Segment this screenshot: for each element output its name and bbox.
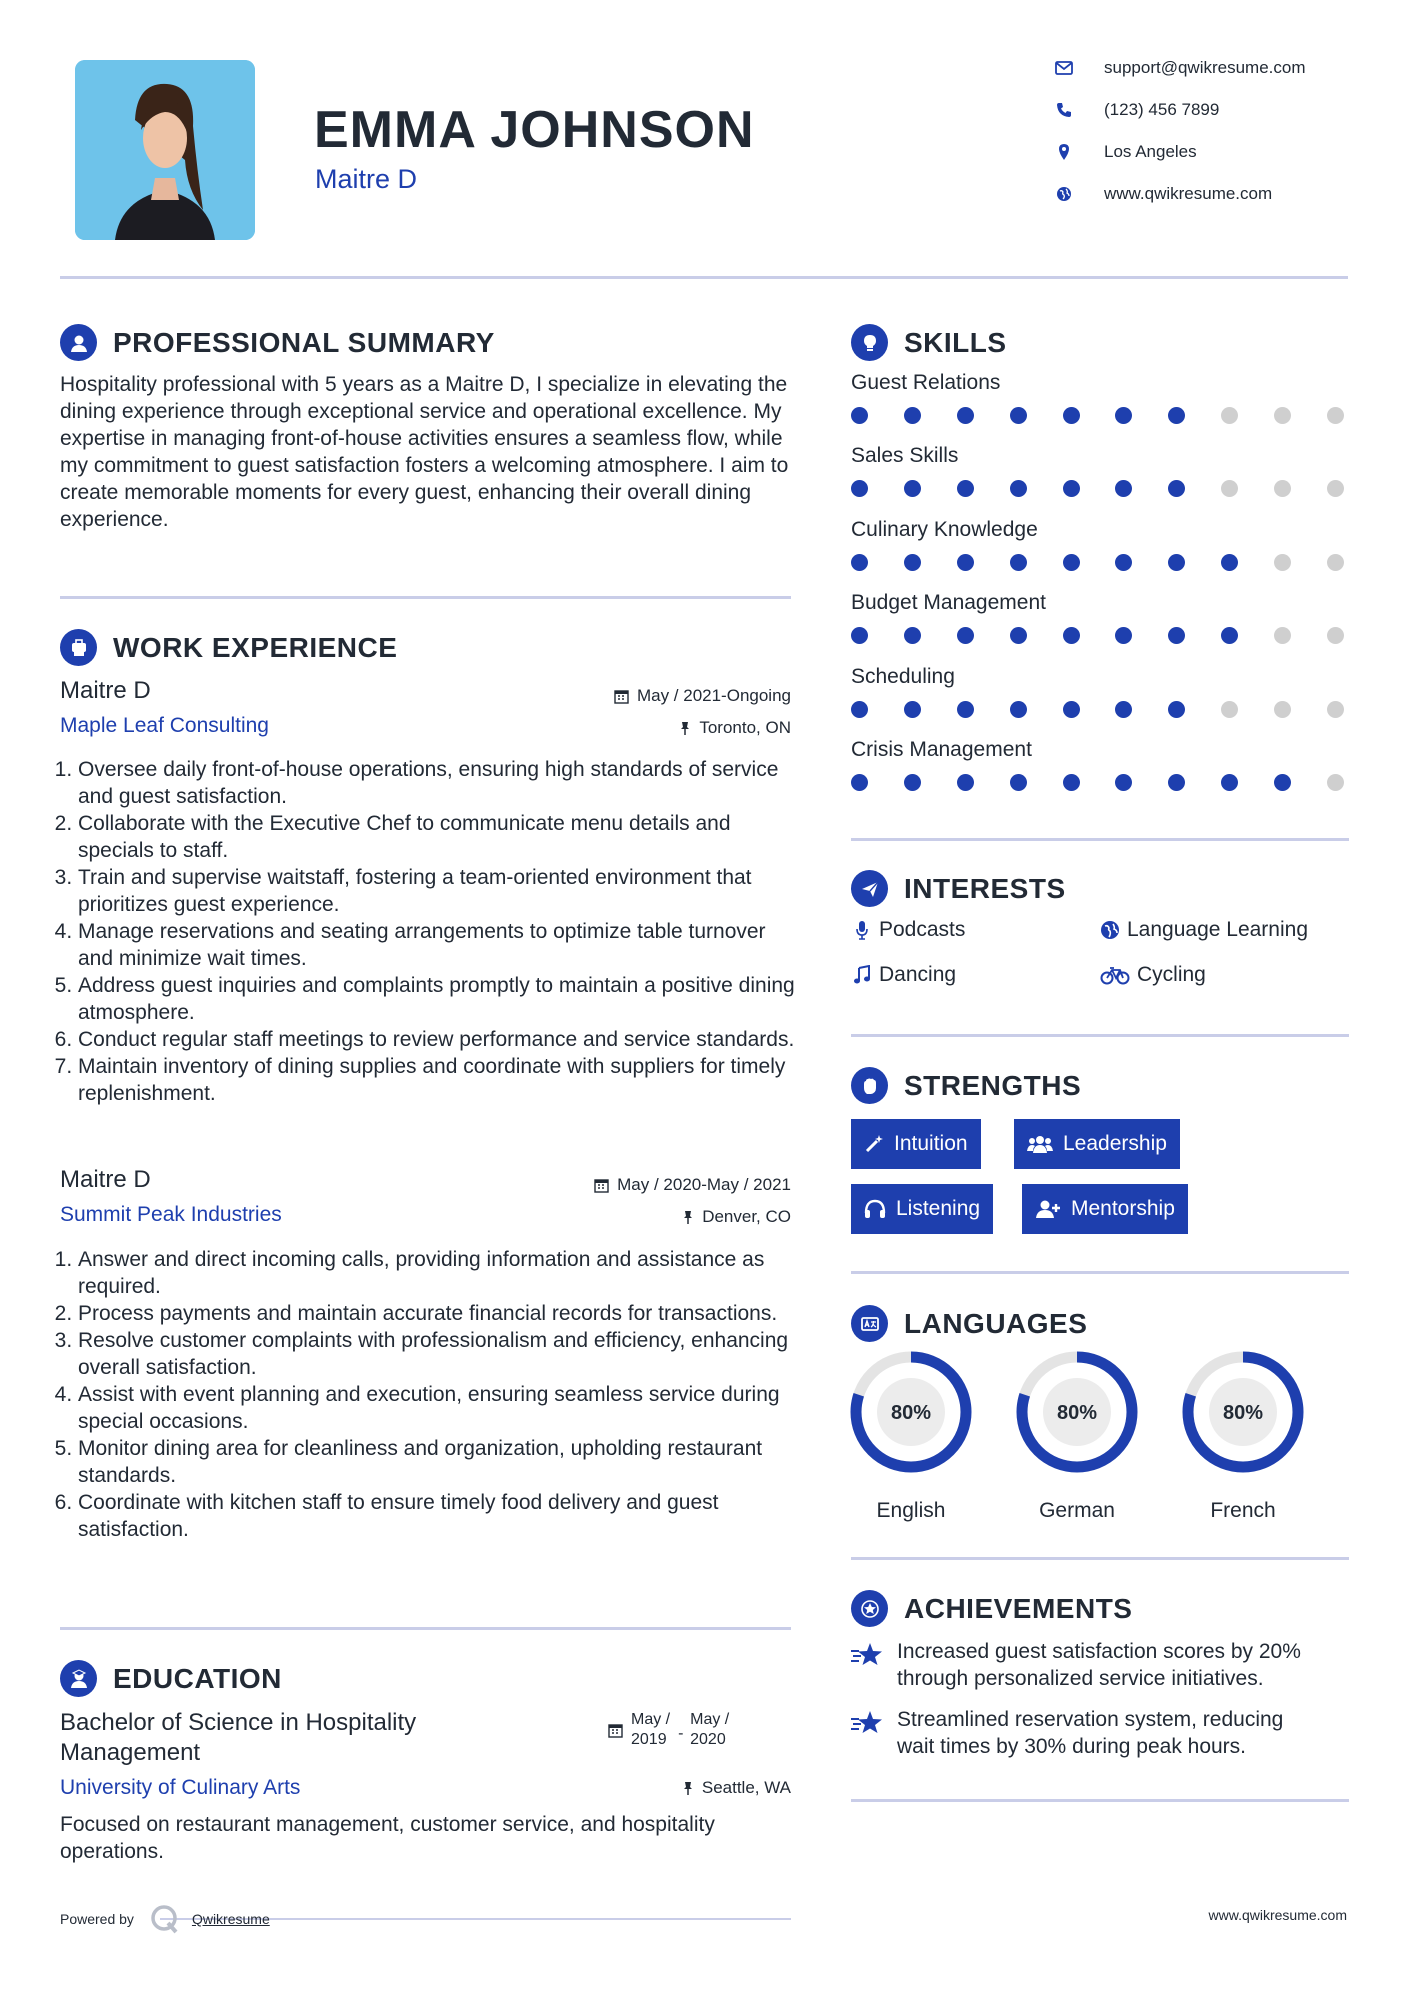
skill-dot-filled xyxy=(1115,627,1132,644)
skill-dot-filled xyxy=(1010,627,1027,644)
education-degree-line: Bachelor of Science in Hospitality xyxy=(60,1709,417,1736)
skill-dot-empty xyxy=(1221,407,1238,424)
language-percent: 80% xyxy=(1222,1402,1264,1424)
contact-phone[interactable] xyxy=(1050,100,1219,120)
skill-dot-filled xyxy=(1010,774,1027,791)
education-school: University of Culinary Arts xyxy=(60,1776,301,1799)
profile-photo xyxy=(75,60,255,240)
skill-dot-filled xyxy=(957,701,974,718)
calendar-icon xyxy=(614,689,629,704)
job-1-location xyxy=(679,718,791,738)
lightbulb-icon xyxy=(851,324,888,361)
interest-language-learning xyxy=(1099,918,1308,942)
pushpin-icon xyxy=(682,1210,694,1225)
skills-heading xyxy=(851,324,1007,361)
language-item xyxy=(1181,1350,1305,1523)
achievements-heading xyxy=(851,1590,1132,1627)
skill-dot-empty xyxy=(1274,627,1291,644)
skill-dot-empty xyxy=(1221,480,1238,497)
skill-dot-filled xyxy=(1063,774,1080,791)
envelope-icon xyxy=(1050,58,1078,78)
achievement-item xyxy=(851,1706,1351,1760)
contact-email-text: support@qwikresume.com xyxy=(1104,58,1306,77)
skill-dot-filled xyxy=(1221,554,1238,571)
contact-email[interactable] xyxy=(1050,58,1306,78)
strength-label: Intuition xyxy=(894,1132,968,1155)
skill-dot-filled xyxy=(1221,774,1238,791)
skill-dot-filled xyxy=(851,480,868,497)
job-1-duty: 3. Train and supervise waitstaff, fostering a team-oriented environment that prioritizes guest experience. xyxy=(78,864,800,918)
skill-dot-filled xyxy=(1063,701,1080,718)
education-heading-text: EDUCATION xyxy=(113,1662,282,1694)
job-2-title: Maitre D xyxy=(60,1166,151,1193)
skill-dot-empty xyxy=(1327,407,1344,424)
skill-dot-filled xyxy=(851,627,868,644)
language-item xyxy=(1015,1350,1139,1523)
summary-divider xyxy=(60,596,791,599)
skill-dot-filled xyxy=(1168,554,1185,571)
job-1-duty: 6. Conduct regular staff meetings to review performance and service standards. xyxy=(78,1026,800,1053)
language-percent: 80% xyxy=(890,1402,932,1424)
interest-label: Podcasts xyxy=(879,918,966,941)
contact-location-text: Los Angeles xyxy=(1104,142,1197,161)
job-1-duty: 1. Oversee daily front-of-house operations, ensuring high standards of service and guest satisfaction. xyxy=(78,756,800,810)
skill-dot-filled xyxy=(957,480,974,497)
achievement-item xyxy=(851,1638,1351,1692)
job-2-duty: 3. Resolve customer complaints with professionalism and efficiency, enhancing overall satisfaction. xyxy=(78,1327,800,1381)
skill-dot-filled xyxy=(1168,407,1185,424)
skill-dot-filled xyxy=(1168,774,1185,791)
skill-rating xyxy=(851,627,1344,644)
skill-dot-filled xyxy=(957,627,974,644)
job-1-duty: 4. Manage reservations and seating arrangements to optimize table turnover and minimize wait times. xyxy=(78,918,800,972)
summary-heading-text: PROFESSIONAL SUMMARY xyxy=(113,326,495,358)
skill-dot-filled xyxy=(1274,774,1291,791)
strength-label: Mentorship xyxy=(1071,1197,1175,1220)
skill-dot-empty xyxy=(1327,701,1344,718)
job-1-title: Maitre D xyxy=(60,677,151,704)
interests-divider xyxy=(851,1034,1349,1037)
skill-dot-filled xyxy=(904,554,921,571)
skill-dot-filled xyxy=(1115,701,1132,718)
education-description: Focused on restaurant management, customer service, and hospitality operations. xyxy=(60,1813,715,1863)
footer-brand-link[interactable]: Qwikresume xyxy=(191,1911,270,1927)
job-1-duties xyxy=(60,756,800,1107)
achievement-text: Increased guest satisfaction scores by 20% through personalized service initiatives. xyxy=(897,1640,1301,1690)
skill-dot-empty xyxy=(1274,407,1291,424)
skill-dot-filled xyxy=(1063,627,1080,644)
skill-rating xyxy=(851,407,1344,424)
language-progress-ring xyxy=(1181,1350,1305,1474)
skill-dot-filled xyxy=(1115,774,1132,791)
education-heading xyxy=(60,1660,282,1697)
job-1-date-text: May / 2021-Ongoing xyxy=(636,686,791,705)
microphone-icon xyxy=(851,920,873,940)
skill-row xyxy=(851,371,1344,444)
graduate-icon xyxy=(60,1660,97,1697)
skill-dot-filled xyxy=(957,554,974,571)
interests-heading-text: INTERESTS xyxy=(904,872,1066,904)
map-pin-icon xyxy=(1050,142,1078,162)
skills-heading-text: SKILLS xyxy=(904,326,1007,358)
contact-phone-text: (123) 456 7899 xyxy=(1104,100,1220,119)
star-icon xyxy=(851,1642,885,1666)
footer-powered-by-text: Powered by xyxy=(60,1911,134,1927)
job-2-duty: 6. Coordinate with kitchen staff to ensure timely food delivery and guest satisfaction. xyxy=(78,1489,800,1543)
skill-dot-filled xyxy=(904,701,921,718)
star-icon xyxy=(851,1710,885,1734)
job-2-duty: 2. Process payments and maintain accurate financial records for transactions. xyxy=(78,1300,800,1327)
skills-list xyxy=(851,371,1344,811)
experience-divider xyxy=(60,1627,791,1630)
job-2-duty: 5. Monitor dining area for cleanliness and organization, upholding restaurant standards. xyxy=(78,1435,800,1489)
pushpin-icon xyxy=(679,721,691,736)
contact-website-text: www.qwikresume.com xyxy=(1104,184,1273,203)
languages-heading xyxy=(851,1305,1087,1342)
skill-name: Guest Relations xyxy=(851,371,1001,394)
interest-label: Dancing xyxy=(879,963,957,986)
qwikresume-logo-icon xyxy=(150,1904,180,1934)
briefcase-icon xyxy=(60,629,97,666)
education-date xyxy=(608,1710,729,1750)
strengths-divider xyxy=(851,1271,1349,1274)
strengths-heading-text: STRENGTHS xyxy=(904,1069,1082,1101)
job-1-duty: 7. Maintain inventory of dining supplies and coordinate with suppliers for timely replenishment. xyxy=(78,1053,800,1107)
interests-heading xyxy=(851,870,1066,907)
language-item xyxy=(849,1350,973,1523)
footer-powered-by[interactable] xyxy=(60,1904,270,1934)
user-icon xyxy=(60,324,97,361)
skill-dot-filled xyxy=(904,480,921,497)
strength-badge-listening xyxy=(851,1184,993,1234)
language-name: English xyxy=(876,1499,946,1522)
strength-badge-intuition xyxy=(851,1119,981,1169)
job-1-location-text: Toronto, ON xyxy=(699,718,791,737)
skill-dot-filled xyxy=(1115,480,1132,497)
language-percent: 80% xyxy=(1056,1402,1098,1424)
language-name: French xyxy=(1210,1499,1276,1522)
education-date-end: - May / 2020 xyxy=(678,1711,730,1748)
paper-plane-icon xyxy=(851,870,888,907)
skill-dot-filled xyxy=(957,774,974,791)
strengths-heading xyxy=(851,1067,1081,1104)
skill-dot-empty xyxy=(1274,480,1291,497)
language-progress-ring xyxy=(849,1350,973,1474)
education-location-text: Seattle, WA xyxy=(701,1778,791,1797)
skill-dot-filled xyxy=(1115,554,1132,571)
user-plus-icon xyxy=(1035,1199,1061,1219)
pushpin-icon xyxy=(682,1781,694,1796)
job-2-duty: 4. Assist with event planning and execution, ensuring seamless service during special occasions. xyxy=(78,1381,800,1435)
skill-name: Scheduling xyxy=(851,664,955,688)
skill-dot-empty xyxy=(1274,554,1291,571)
skill-dot-filled xyxy=(957,407,974,424)
music-note-icon xyxy=(851,965,873,985)
skill-dot-empty xyxy=(1274,701,1291,718)
skill-rating xyxy=(851,480,1344,497)
interest-cycling xyxy=(1099,963,1206,987)
language-name: German xyxy=(1039,1499,1115,1522)
skill-dot-empty xyxy=(1327,554,1344,571)
skill-dot-empty xyxy=(1327,627,1344,644)
interest-label: Cycling xyxy=(1137,963,1206,986)
skill-rating xyxy=(851,774,1344,791)
contact-website[interactable] xyxy=(1050,184,1272,204)
interest-label: Language Learning xyxy=(1127,918,1309,941)
skills-divider xyxy=(851,838,1349,841)
skill-dot-filled xyxy=(1168,480,1185,497)
skill-dot-empty xyxy=(1327,774,1344,791)
experience-heading xyxy=(60,629,397,666)
strength-badge-leadership xyxy=(1014,1119,1180,1169)
skill-name: Crisis Management xyxy=(851,737,1032,761)
education-degree xyxy=(60,1708,416,1768)
contact-location xyxy=(1050,142,1197,162)
skill-row xyxy=(851,738,1344,811)
skill-name: Sales Skills xyxy=(851,444,959,468)
skill-row xyxy=(851,518,1344,591)
job-1-date xyxy=(614,686,791,706)
job-1-duty: 2. Collaborate with the Executive Chef to communicate menu details and specials to staff. xyxy=(78,810,800,864)
candidate-role: Maitre D xyxy=(315,164,418,194)
phone-icon xyxy=(1050,100,1078,120)
job-2-location xyxy=(682,1207,791,1227)
skill-rating xyxy=(851,554,1344,571)
star-badge-icon xyxy=(851,1590,888,1627)
interest-dancing xyxy=(851,963,956,987)
skill-dot-filled xyxy=(1010,554,1027,571)
skill-dot-filled xyxy=(1063,407,1080,424)
education-degree-line: Management xyxy=(60,1739,201,1766)
footer-website[interactable]: www.qwikresume.com xyxy=(1208,1907,1347,1923)
fist-icon xyxy=(851,1067,888,1104)
skill-dot-filled xyxy=(1168,701,1185,718)
skill-dot-filled xyxy=(1168,627,1185,644)
header-divider xyxy=(60,276,1348,279)
magic-wand-icon xyxy=(864,1134,884,1154)
strength-label: Listening xyxy=(896,1197,981,1220)
strength-badge-mentorship xyxy=(1022,1184,1188,1234)
job-1-company: Maple Leaf Consulting xyxy=(60,714,269,737)
users-icon xyxy=(1027,1134,1053,1154)
languages-divider xyxy=(851,1557,1349,1560)
interest-podcasts xyxy=(851,918,965,942)
skill-dot-filled xyxy=(1063,480,1080,497)
skill-row xyxy=(851,444,1344,517)
strength-label: Leadership xyxy=(1063,1132,1167,1155)
skill-dot-filled xyxy=(851,701,868,718)
skill-row xyxy=(851,591,1344,664)
skill-dot-filled xyxy=(851,407,868,424)
headphones-icon xyxy=(864,1199,886,1219)
languages-heading-text: LANGUAGES xyxy=(904,1307,1088,1339)
job-2-location-text: Denver, CO xyxy=(702,1207,791,1226)
skill-row xyxy=(851,665,1344,738)
job-1-duty: 5. Address guest inquiries and complaints promptly to maintain a positive dining atmosphere. xyxy=(78,972,800,1026)
skill-dot-empty xyxy=(1327,480,1344,497)
calendar-icon xyxy=(594,1178,609,1193)
skill-dot-filled xyxy=(904,774,921,791)
skill-dot-filled xyxy=(904,407,921,424)
skill-dot-filled xyxy=(1010,701,1027,718)
job-2-duties xyxy=(60,1246,800,1543)
skill-name: Culinary Knowledge xyxy=(851,517,1038,541)
job-2-date-text: May / 2020-May / 2021 xyxy=(617,1175,791,1194)
achievements-heading-text: ACHIEVEMENTS xyxy=(904,1592,1133,1624)
achievement-text: Streamlined reservation system, reducing wait times by 30% during peak hours. xyxy=(897,1708,1284,1758)
summary-text: Hospitality professional with 5 years as a Maitre D, I specialize in elevating the dining experience through exceptional service and operational excellence. My expertise in managing front-of-house activities ensures a seamless flow, while my commitment to guest satisfaction fosters a welcoming atmosphere. I aim to create memorable moments for every guest, enhancing their overall dining experience. xyxy=(60,373,789,531)
globe-icon xyxy=(1099,920,1121,940)
calendar-icon xyxy=(608,1723,623,1738)
skill-name: Budget Management xyxy=(851,591,1046,615)
skill-dot-filled xyxy=(1010,480,1027,497)
translate-icon xyxy=(851,1305,888,1342)
skill-dot-filled xyxy=(1115,407,1132,424)
skill-dot-filled xyxy=(851,774,868,791)
bicycle-icon xyxy=(1099,965,1131,985)
skill-dot-filled xyxy=(851,554,868,571)
job-2-duty: 1. Answer and direct incoming calls, providing information and assistance as required. xyxy=(78,1246,800,1300)
skill-dot-filled xyxy=(1010,407,1027,424)
education-date-start: May / 2019 xyxy=(631,1711,671,1748)
job-2-date xyxy=(594,1175,791,1195)
skill-dot-filled xyxy=(1221,627,1238,644)
skill-dot-filled xyxy=(1063,554,1080,571)
experience-heading-text: WORK EXPERIENCE xyxy=(113,631,398,663)
skill-dot-filled xyxy=(904,627,921,644)
language-progress-ring xyxy=(1015,1350,1139,1474)
skill-rating xyxy=(851,701,1344,718)
globe-icon xyxy=(1050,184,1078,204)
summary-heading xyxy=(60,324,495,361)
education-location xyxy=(682,1778,791,1798)
skill-dot-empty xyxy=(1221,701,1238,718)
job-2-company: Summit Peak Industries xyxy=(60,1203,282,1226)
candidate-name: EMMA JOHNSON xyxy=(314,101,755,159)
achievements-divider xyxy=(851,1799,1349,1802)
